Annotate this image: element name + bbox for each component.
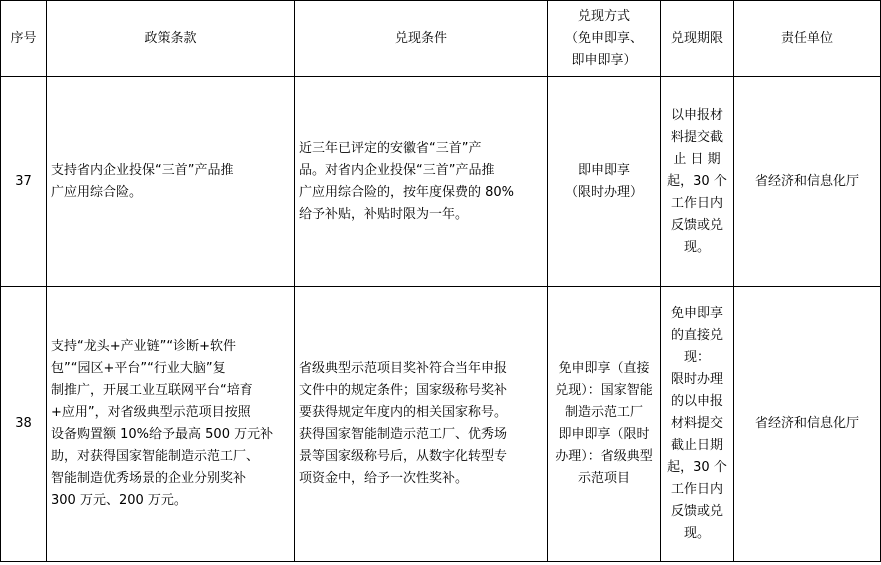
table-row — [1, 287, 881, 562]
policy-cell — [47, 287, 295, 562]
period-line: 工作日内 — [670, 195, 723, 211]
unit-cell: 省经济和信息化厅 — [734, 287, 881, 562]
policy-line: 广应用综合险。 — [51, 184, 143, 200]
period-line: 起，30 个 — [667, 460, 727, 475]
condition-cell — [295, 77, 548, 287]
condition-line: 给予补贴，补贴时限为一年。 — [299, 206, 469, 222]
policy-line: 300 万元、200 万元。 — [51, 493, 187, 508]
period-line: 反馈或兑 — [670, 504, 723, 519]
period-cell — [661, 77, 734, 287]
period-cell — [661, 287, 734, 562]
period-line: 的直接兑 — [670, 328, 723, 343]
method-cell — [548, 287, 661, 562]
period-line: 工作日内 — [670, 482, 723, 497]
period-line: 以申报材 — [670, 107, 723, 123]
condition-line: 文件中的规定条件；国家级称号奖补 — [299, 383, 508, 398]
condition-line: 要获得规定年度内的相关国家称号。 — [299, 405, 508, 420]
policy-line: 制推广，开展工业互联网平台“培育 — [51, 383, 253, 398]
condition-line: 近三年已评定的安徽省“三首”产 — [299, 140, 482, 156]
method-line: 免申即享（直接 — [558, 361, 650, 376]
row-no: 37 — [1, 77, 47, 287]
policy-line: 支持“龙头+产业链”“诊断+软件 — [51, 339, 236, 354]
period-line: 现。 — [683, 239, 710, 255]
period-line: 现。 — [683, 526, 710, 541]
condition-cell — [295, 287, 548, 562]
policy-line: 智能制造优秀场景的企业分别奖补 — [51, 471, 247, 486]
table-row — [1, 77, 881, 287]
policy-line: 支持省内企业投保“三首”产品推 — [51, 162, 234, 178]
condition-line: 项资金中，给予一次性奖补。 — [299, 471, 469, 486]
condition-line: 品。对省内企业投保“三首”产品推 — [299, 162, 495, 178]
period-line: 现： — [683, 350, 710, 365]
policy-cell — [47, 77, 295, 287]
method-cell — [548, 77, 661, 287]
condition-line: 获得国家智能制造示范工厂、优秀场 — [299, 427, 508, 442]
header-period: 兑现期限 — [661, 1, 734, 77]
policy-line: 助，对获得国家智能制造示范工厂、 — [51, 449, 260, 464]
period-line: 料提交截 — [670, 129, 723, 145]
period-line: 起，30 个 — [667, 173, 727, 189]
condition-line: 广应用综合险的，按年度保费的 80% — [299, 184, 515, 200]
table-header-row — [1, 1, 881, 77]
method-line: （限时办理） — [564, 184, 643, 200]
header-unit: 责任单位 — [734, 1, 881, 77]
condition-line: 景等国家级称号后，从数字化转型专 — [299, 449, 508, 464]
method-line: 即申即享 — [577, 162, 630, 178]
header-method-line: 兑现方式 — [577, 8, 630, 24]
method-line: 办理）：省级典型 — [555, 449, 653, 464]
header-condition: 兑现条件 — [295, 1, 548, 77]
header-method — [548, 1, 661, 77]
method-line: 兑现）：国家智能 — [555, 383, 653, 398]
header-policy: 政策条款 — [47, 1, 295, 77]
period-line: 限时办理 — [670, 372, 723, 387]
policy-line: 设备购置额 10%给予最高 500 万元补 — [51, 427, 274, 442]
period-line: 的以申报 — [670, 394, 723, 409]
method-line: 示范项目 — [577, 471, 630, 486]
unit-cell: 省经济和信息化厅 — [734, 77, 881, 287]
period-line: 反馈或兑 — [670, 217, 723, 233]
period-line: 免申即享 — [670, 306, 723, 321]
method-line: 制造示范工厂 — [564, 405, 643, 420]
row-no: 38 — [1, 287, 47, 562]
method-line: 即申即享（限时 — [558, 427, 650, 442]
period-line: 止 日 期 — [673, 151, 721, 167]
policy-line: 包”“园区+平台”“行业大脑”复 — [51, 361, 226, 376]
header-method-line: 即申即享） — [571, 52, 637, 68]
period-line: 材料提交 — [670, 416, 723, 431]
policy-line: +应用”，对省级典型示范项目按照 — [51, 405, 251, 420]
header-method-line: （免申即享、 — [564, 30, 643, 46]
header-no: 序号 — [1, 1, 47, 77]
period-line: 截止日期 — [670, 438, 723, 453]
condition-line: 省级典型示范项目奖补符合当年申报 — [299, 361, 508, 376]
